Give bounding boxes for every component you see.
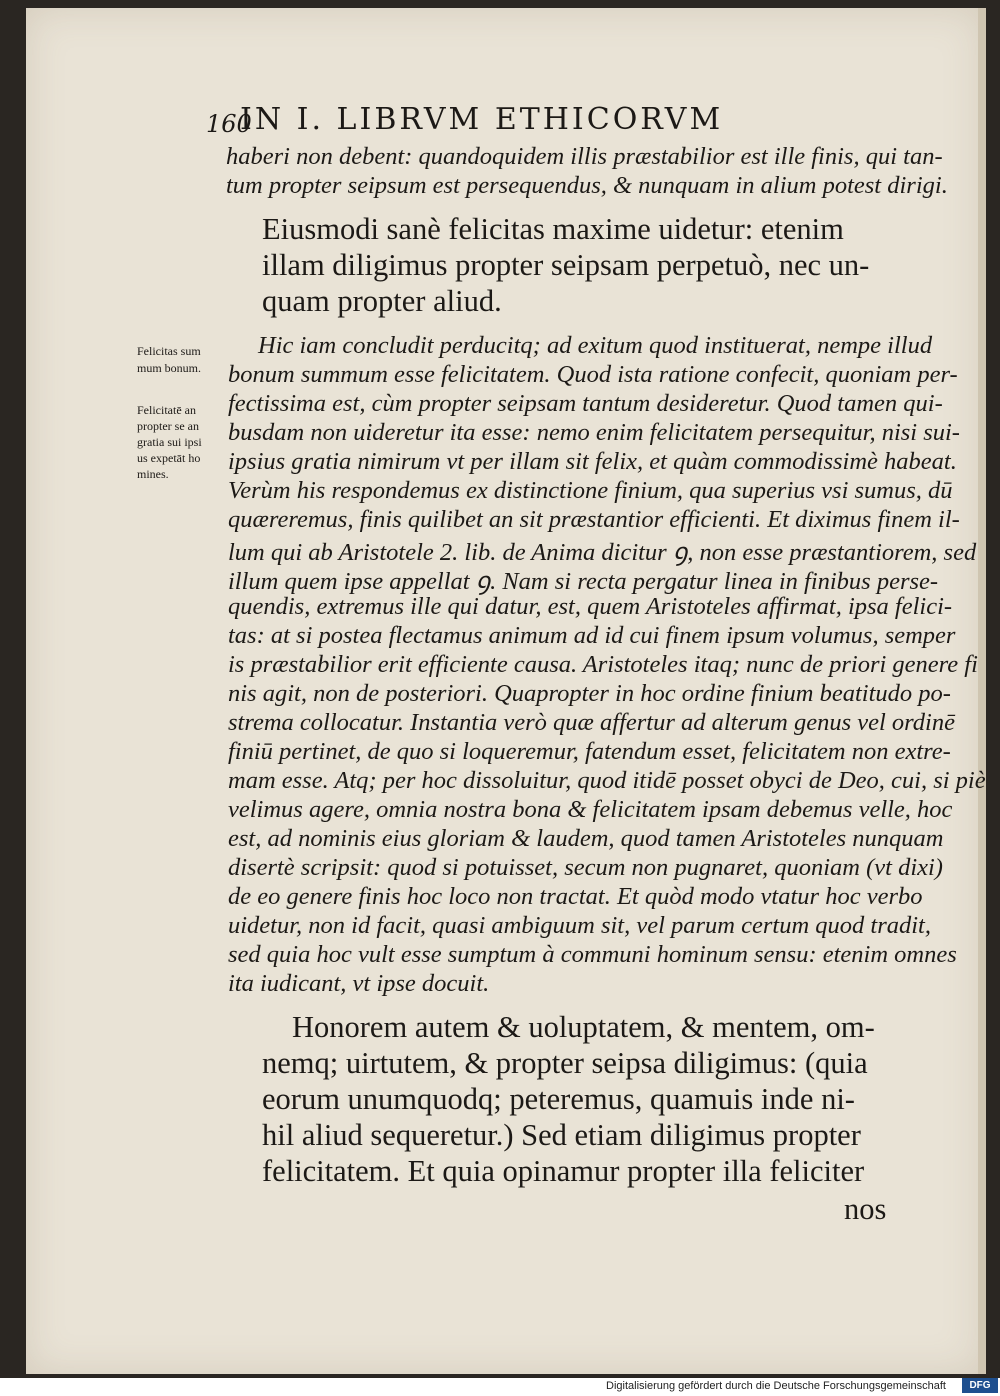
commentary-line: Hic iam concludit perducitq; ad exitum quod instituerat, nempe illud	[258, 332, 933, 359]
aristotle-text-line: illam diligimus propter seipsam perpetuò, nec un-	[262, 248, 870, 282]
aristotle-text-line: nemq; uirtutem, & propter seipsa diligimus: (quia	[262, 1046, 868, 1080]
commentary-line: ipsius gratia nimirum vt per illam sit felix, et quàm commodissimè habeat.	[228, 448, 957, 475]
intro-line: haberi non debent: quandoquidem illis præstabilior est ille finis, qui tan-	[226, 143, 943, 170]
commentary-line: bonum summum esse felicitatem. Quod ista ratione confecit, quoniam per-	[228, 361, 958, 388]
commentary-line: busdam non uideretur ita esse: nemo enim felicitatem persequitur, nisi sui-	[228, 419, 960, 446]
catchword: nos	[844, 1192, 887, 1226]
running-title: IN I. LIBRVM ETHICORVM	[240, 102, 724, 137]
margin-note: mines.	[137, 467, 169, 481]
aristotle-text-line: felicitatem. Et quia opinamur propter illa feliciter	[262, 1154, 865, 1188]
page-number: 160	[206, 110, 252, 138]
commentary-line: is præstabilior erit efficiente causa. Aristoteles itaq; nunc de priori genere fi	[228, 651, 978, 678]
commentary-line: quendis, extremus ille qui datur, est, quem Aristoteles affirmat, ipsa felici-	[228, 593, 953, 620]
commentary-line: quæreremus, finis quilibet an sit præstantior efficienti. Et diximus finem il-	[228, 506, 960, 533]
aristotle-text-line: hil aliud sequeretur.) Sed etiam diligimus propter	[262, 1118, 861, 1152]
margin-note: Felicitatē an	[137, 403, 196, 417]
aristotle-text-line: Eiusmodi sanè felicitas maxime uidetur: etenim	[262, 212, 844, 246]
commentary-line: lum qui ab Aristotele 2. lib. de Anima dicitur ꝯ, non esse præstantiorem, sed	[228, 539, 977, 566]
commentary-line: ita iudicant, vt ipse docuit.	[228, 970, 490, 997]
commentary-line: finiū pertinet, de quo si loqueremur, fatendum esset, felicitatem non extre-	[228, 738, 951, 765]
margin-note: propter se an	[137, 419, 199, 433]
commentary-line: sed quia hoc vult esse sumptum à communi hominum sensu: etenim omnes	[228, 941, 957, 968]
commentary-line: nis agit, non de posteriori. Quapropter in hoc ordine finium beatitudo po-	[228, 680, 951, 707]
margin-note: gratia sui ipsi	[137, 435, 202, 449]
aristotle-text-line: Honorem autem & uoluptatem, & mentem, om-	[292, 1010, 875, 1044]
commentary-line: Verùm his respondemus ex distinctione finium, qua superius vsi sumus, dū	[228, 477, 953, 504]
commentary-line: est, ad nominis eius gloriam & laudem, quod tamen Aristoteles nunquam	[228, 825, 944, 852]
commentary-line: illum quem ipse appellat ꝯ. Nam si recta pergatur linea in finibus perse-	[228, 568, 939, 595]
intro-line: tum propter seipsum est persequendus, & nunquam in alium potest dirigi.	[226, 172, 948, 199]
margin-note: us expetāt ho	[137, 451, 201, 465]
page-edge	[978, 8, 986, 1374]
commentary-line: velimus agere, omnia nostra bona & felicitatem ipsam debemus velle, hoc	[228, 796, 953, 823]
dfg-logo: DFG	[962, 1378, 998, 1393]
commentary-line: de eo genere finis hoc loco non tractat. Et quòd modo vtatur hoc verbo	[228, 883, 923, 910]
commentary-line: uidetur, non id facit, quasi ambiguum sit, vel parum certum quod tradit,	[228, 912, 931, 939]
commentary-line: tas: at si postea flectamus animum ad id cui finem ipsum volumus, semper	[228, 622, 956, 649]
commentary-line: disertè scripsit: quod si potuisset, secum non pugnaret, quoniam (vt dixi)	[228, 854, 943, 881]
digitization-credit: Digitalisierung gefördert durch die Deutsche Forschungsgemeinschaft	[606, 1380, 946, 1392]
commentary-line: fectissima est, cùm propter seipsam tantum desideretur. Quod tamen qui-	[228, 390, 943, 417]
commentary-line: mam esse. Atq; per hoc dissoluitur, quod itidē posset obyci de Deo, cui, si piè	[228, 767, 986, 794]
aristotle-text-line: quam propter aliud.	[262, 284, 502, 318]
aristotle-text-line: eorum unumquodq; peteremus, quamuis inde ni-	[262, 1082, 855, 1116]
margin-note: mum bonum.	[137, 361, 202, 375]
commentary-line: strema collocatur. Instantia verò quæ affertur ad alterum genus vel ordinē	[228, 709, 955, 736]
margin-note: Felicitas sum	[137, 344, 201, 358]
